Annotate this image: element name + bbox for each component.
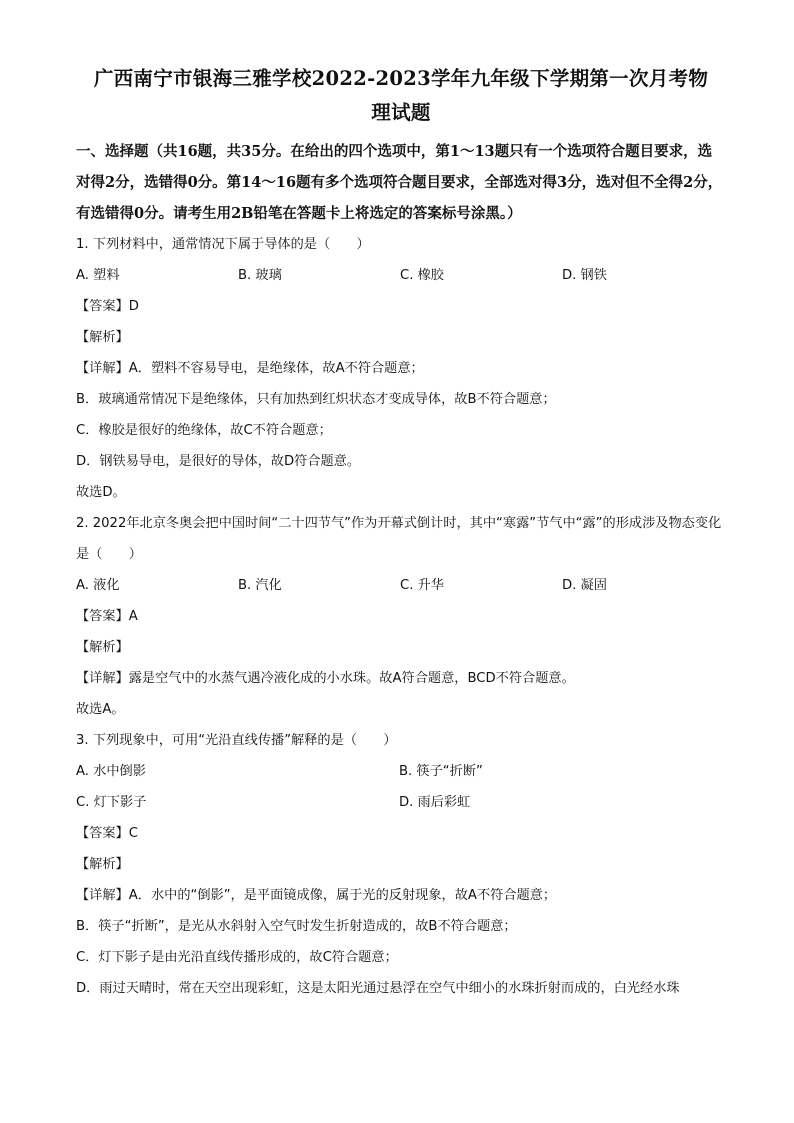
question-2-option-d: D. 凝固 [562, 578, 607, 593]
question-3-options-row1 [76, 756, 726, 787]
exam-page [76, 62, 726, 1004]
question-1-stem: 1. 下列材料中，通常情况下属于导体的是（ ） [76, 237, 370, 252]
question-1-detail-b: B．玻璃通常情况下是绝缘体，只有加热到红炽状态才变成导体，故B不符合题意； [76, 392, 556, 407]
question-1-detail-a: 【详解】A．塑料不容易导电，是绝缘体，故A不符合题意； [76, 361, 424, 376]
question-3-analysis-label: 【解析】 [76, 857, 129, 872]
question-1-options [76, 260, 726, 291]
question-3-detail-a: 【详解】A．水中的“倒影”，是平面镜成像，属于光的反射现象，故A不符合题意； [76, 888, 557, 903]
question-2-option-b: B. 汽化 [238, 578, 282, 593]
question-3-option-d: D. 雨后彩虹 [399, 795, 471, 810]
question-2-analysis-label: 【解析】 [76, 640, 129, 655]
question-3-option-b: B. 筷子“折断” [399, 764, 483, 779]
question-2-answer: 【答案】A [76, 609, 138, 624]
question-1-conclusion: 故选D。 [76, 485, 126, 500]
question-2-option-c: C. 升华 [400, 578, 444, 593]
question-3-options-row2 [76, 787, 726, 818]
question-2-detail: 【详解】露是空气中的水蒸气遇冷液化成的小水珠。故A符合题意，BCD不符合题意。 [76, 671, 575, 686]
question-2-conclusion: 故选A。 [76, 702, 125, 717]
question-1-option-d: D. 钢铁 [562, 268, 607, 283]
question-3-detail-b: B．筷子“折断”，是光从水斜射入空气时发生折射造成的，故B不符合题意； [76, 919, 517, 934]
question-3-answer: 【答案】C [76, 826, 138, 841]
exam-title-line2: 理试题 [371, 101, 431, 124]
question-1-answer: 【答案】D [76, 299, 139, 314]
question-2-option-a: A. 液化 [76, 578, 120, 593]
question-1-analysis-label: 【解析】 [76, 330, 129, 345]
question-3-detail-d: D．雨过天晴时，常在天空出现彩虹，这是太阳光通过悬浮在空气中细小的水珠折射而成的，白光经水珠 [76, 981, 680, 996]
exam-title-line1: 广西南宁市银海三雅学校2022-2023学年九年级下学期第一次月考物 [93, 67, 709, 90]
question-1-option-b: B. 玻璃 [238, 268, 282, 283]
question-3-detail-c: C．灯下影子是由光沿直线传播形成的，故C符合题意； [76, 950, 398, 965]
question-1-detail-d: D．钢铁易导电，是很好的导体，故D符合题意。 [76, 454, 361, 469]
question-3-stem: 3. 下列现象中，可用“光沿直线传播”解释的是（ ） [76, 733, 397, 748]
question-2-stem: 2. 2022年北京冬奥会把中国时间“二十四节气”作为开幕式倒计时，其中“寒露”节气中“露”的形成涉及物态变化是（ ） [76, 516, 722, 562]
question-1-option-a: A. 塑料 [76, 268, 120, 283]
question-2-options [76, 570, 726, 601]
question-3-option-a: A. 水中倒影 [76, 764, 146, 779]
question-1-option-c: C. 橡胶 [400, 268, 444, 283]
question-3-option-c: C. 灯下影子 [76, 795, 147, 810]
section-instructions: 一、选择题（共16题，共35分。在给出的四个选项中，第1～13题只有一个选项符合题目要求，选对得2分，选错得0分。第14～16题有多个选项符合题目要求，全部选对得3分，选对但不全得2分，有选错得0分。请考生用2B铅笔在答题卡上将选定的答案标号涂黑。） [76, 143, 723, 222]
question-1-detail-c: C．橡胶是很好的绝缘体，故C不符合题意； [76, 423, 332, 438]
